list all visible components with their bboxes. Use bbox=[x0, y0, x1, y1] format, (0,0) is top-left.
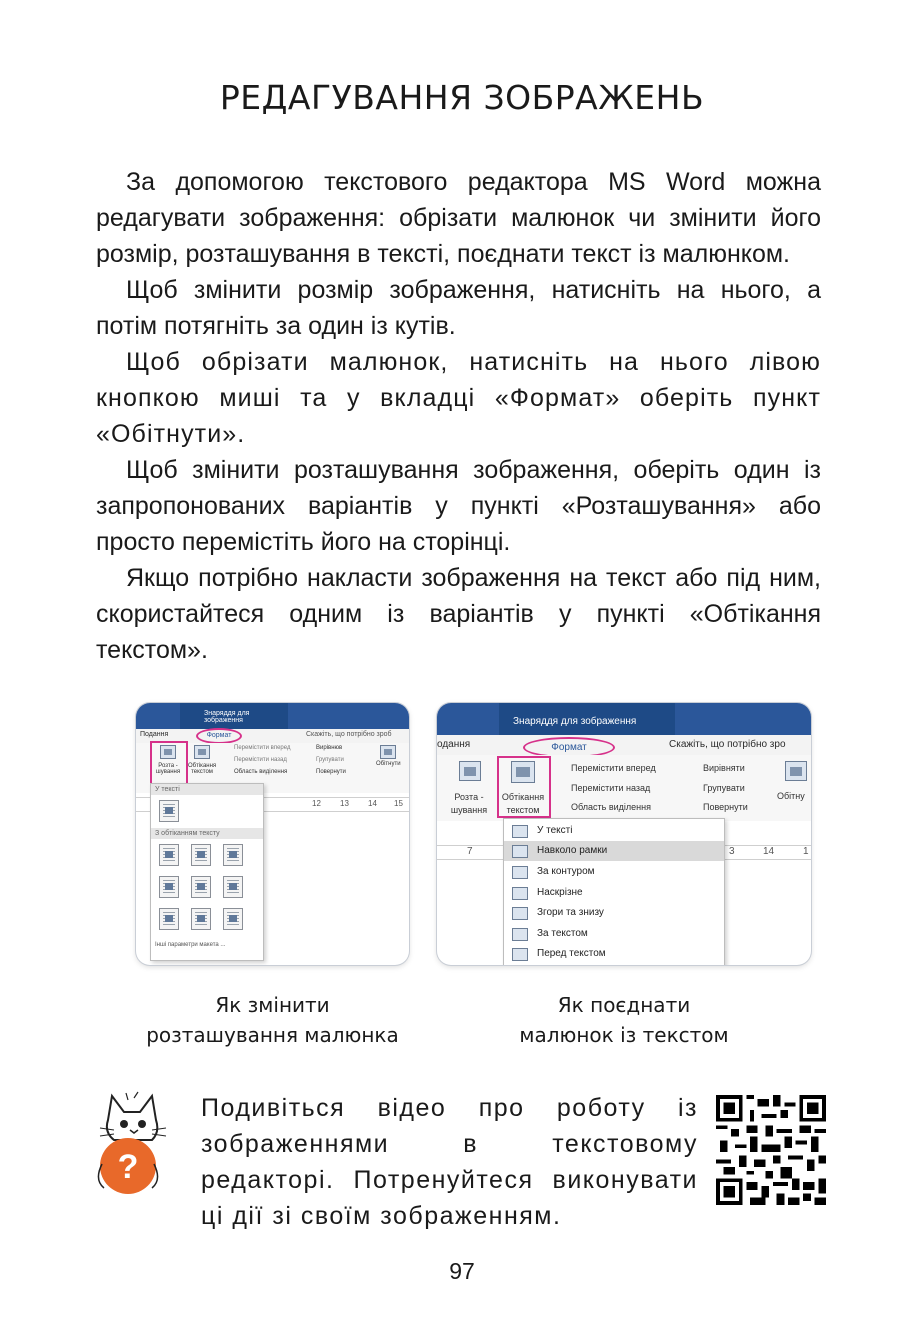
menu-section-wrap: З обтіканням тексту bbox=[151, 828, 263, 839]
position-icon bbox=[459, 761, 481, 781]
selection-pane-button[interactable]: Область виділення bbox=[571, 802, 651, 812]
menu-item-inline[interactable]: У тексті bbox=[504, 821, 724, 841]
position-option[interactable] bbox=[191, 876, 211, 898]
wrap-icon bbox=[194, 745, 210, 759]
paragraph: Якщо потрібно накласти зображення на текст або під ним, скористайтеся одним із варіантів у пункті «Обтікання текстом». bbox=[96, 564, 821, 664]
wrap-text-label: Обтікання текстом bbox=[501, 792, 545, 815]
selection-pane-button[interactable]: Область виділення bbox=[234, 769, 288, 775]
position-option[interactable] bbox=[159, 908, 179, 930]
screenshot-wrap-menu bbox=[437, 703, 811, 965]
screenshot-position-menu bbox=[136, 703, 409, 965]
page-number: 97 bbox=[449, 1258, 475, 1284]
video-tip: Подивіться відео про роботу із зображеннями в текстовому редакторі. Потренуйтеся виконувати ці дії зі своїм зображенням. bbox=[201, 1094, 698, 1230]
caption-right: Як поєднати малюнок із текстом bbox=[519, 993, 729, 1047]
crop-button[interactable]: Обітну bbox=[777, 791, 805, 801]
position-option[interactable] bbox=[223, 844, 243, 866]
send-backward-button[interactable]: Перемістити назад bbox=[234, 757, 287, 763]
crop-icon bbox=[380, 745, 396, 759]
menu-item-through[interactable]: Наскрізне bbox=[504, 883, 724, 903]
position-label: Розта - шування bbox=[155, 763, 181, 775]
body-text bbox=[96, 164, 821, 668]
crop-icon bbox=[785, 761, 807, 781]
rotate-button[interactable]: Повернути bbox=[316, 769, 346, 775]
align-button[interactable]: Вирівняти bbox=[703, 763, 745, 773]
bring-forward-button[interactable]: Перемістити вперед bbox=[234, 745, 291, 751]
paragraph: Щоб змінити розташування зображення, оберіть один із запропонованих варіантів у пункті «Розташування» або просто перемістіть його на сторінці. bbox=[96, 456, 821, 556]
ruler: 7 3 14 1 bbox=[437, 845, 811, 860]
position-button[interactable]: Розта - шування bbox=[450, 792, 488, 815]
paragraph: Щоб змінити розмір зображення, натисніть на нього, а потім потягніть за один із кутів. bbox=[96, 276, 821, 340]
tell-me-box[interactable]: Скажіть, що потрібно зроб bbox=[306, 731, 392, 738]
position-option[interactable] bbox=[159, 844, 179, 866]
menu-item-in-front-of-text[interactable]: Перед текстом bbox=[504, 944, 724, 964]
menu-item-tight[interactable]: За контуром bbox=[504, 862, 724, 882]
rotate-button[interactable]: Повернути bbox=[703, 802, 748, 812]
group-button[interactable]: Групувати bbox=[703, 783, 745, 793]
align-button[interactable]: Вирівнюв bbox=[316, 745, 343, 751]
menu-item-square[interactable]: Навколо рамки bbox=[504, 841, 724, 861]
wrap-icon bbox=[511, 761, 535, 783]
tab-view[interactable]: одання bbox=[437, 739, 471, 750]
position-option[interactable] bbox=[223, 876, 243, 898]
position-option[interactable] bbox=[191, 844, 211, 866]
send-backward-button[interactable]: Перемістити назад bbox=[571, 783, 651, 793]
caption-left: Як змінити розташування малюнка bbox=[146, 993, 399, 1047]
menu-section-inline: У тексті bbox=[151, 784, 263, 795]
ruler: 12 13 14 15 bbox=[136, 797, 409, 812]
format-tab[interactable]: Формат bbox=[523, 737, 615, 758]
position-option[interactable] bbox=[159, 876, 179, 898]
paragraph: За допомогою текстового редактора MS Word можна редагувати зображення: обрізати малюнок чи змінити його розмір, розташування в тексті, поєднати текст із малюнком. bbox=[96, 168, 821, 268]
crop-button[interactable]: Обітнути bbox=[376, 761, 401, 767]
context-tab: Знаряддя для зображення bbox=[499, 703, 675, 735]
position-icon bbox=[160, 745, 176, 759]
menu-item-top-bottom[interactable]: Згори та знизу bbox=[504, 903, 724, 923]
wrap-text-dropdown bbox=[503, 818, 725, 965]
svg-text:?: ? bbox=[117, 1148, 139, 1186]
bring-forward-button[interactable]: Перемістити вперед bbox=[571, 763, 656, 773]
inline-position-option[interactable] bbox=[159, 800, 179, 822]
position-dropdown bbox=[150, 783, 264, 961]
more-layout-options[interactable]: Інші параметри макета ... bbox=[155, 942, 226, 948]
group-button[interactable]: Групувати bbox=[316, 757, 344, 763]
tab-view[interactable]: Подання bbox=[140, 731, 169, 738]
qr-code-icon[interactable] bbox=[716, 1095, 826, 1205]
context-tab: Знаряддя для зображення bbox=[180, 703, 288, 729]
menu-item-behind-text[interactable]: За текстом bbox=[504, 924, 724, 944]
paragraph: Щоб обрізати малюнок, натисніть на нього лівою кнопкою миші та у вкладці «Формат» оберіть пункт «Обітнути». bbox=[96, 348, 821, 448]
cat-question-icon bbox=[94, 1090, 172, 1198]
format-tab[interactable]: Формат bbox=[196, 728, 242, 744]
tell-me-box[interactable]: Скажіть, що потрібно зро bbox=[669, 739, 786, 750]
page-title: РЕДАГУВАННЯ ЗОБРАЖЕНЬ bbox=[219, 78, 705, 117]
wrap-text-button[interactable]: Обтікання текстом bbox=[188, 763, 217, 775]
position-option[interactable] bbox=[191, 908, 211, 930]
position-option[interactable] bbox=[223, 908, 243, 930]
